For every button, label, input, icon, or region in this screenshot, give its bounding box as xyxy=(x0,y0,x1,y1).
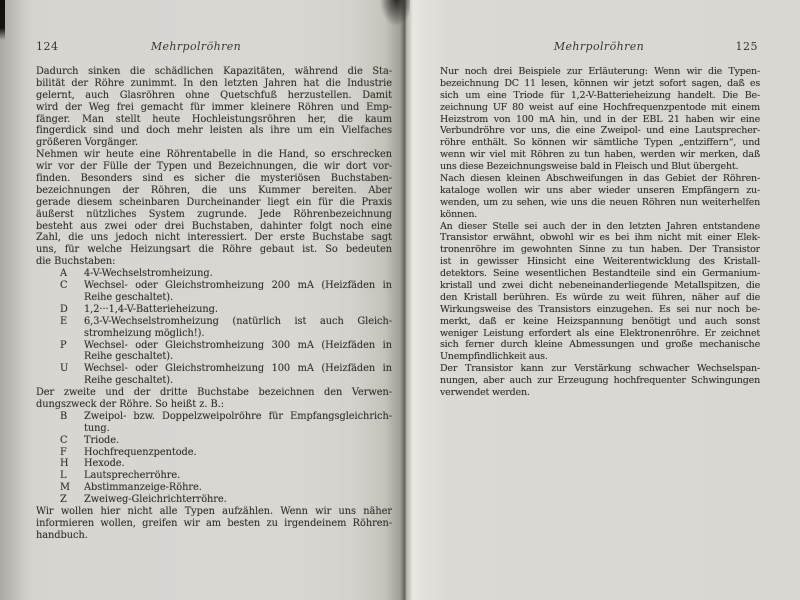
text-line: den Kristall berühren. Es würde zu weit führen, näher auf die xyxy=(440,291,760,303)
type-code-letter: U xyxy=(60,363,69,375)
page-edge-shading xyxy=(0,0,30,600)
type-code-letter: C xyxy=(60,434,68,446)
text-line: Wechsel- oder Gleichstromheizung 300 mA (Heizfäden in xyxy=(84,339,392,351)
text-line: nungen, aber auch zur Erzeugung hochfrequenter Schwingungen xyxy=(440,375,760,387)
text-line: ist in gewisser Hinsicht eine Weiterentwicklung des Kristall- xyxy=(440,256,760,268)
text-line: Hochfrequenzpentode. xyxy=(84,446,197,458)
text-line: die Buchstaben: xyxy=(36,256,116,268)
text-line: Transistor erwähnt, obwohl wir es bei ihm nicht mit einer Elek- xyxy=(440,232,760,244)
text-line: Wechsel- oder Gleichstromheizung 200 mA (Heizfäden in xyxy=(84,280,392,292)
text-line: Reihe geschaltet). xyxy=(84,375,174,387)
type-code-letter: Z xyxy=(60,494,67,506)
running-header-left: Mehrpolröhren xyxy=(150,40,242,53)
type-code-letter: E xyxy=(60,315,68,327)
text-line: gerade diesem scheinbaren Durcheinander liegt ein für die Praxis xyxy=(36,196,392,208)
text-line: bezeichnungen der Röhren, die uns Kummer bereiten. Aber xyxy=(36,184,392,196)
left-page-text xyxy=(36,66,392,542)
paragraph xyxy=(440,363,760,399)
spine-shadow xyxy=(380,0,410,26)
text-line: handbuch. xyxy=(36,529,88,541)
scan-corner-mark xyxy=(0,0,5,40)
paragraph xyxy=(36,506,392,542)
text-line: bezeichnung DC 11 lesen, können wir jetzt sofort sagen, daß es xyxy=(440,77,760,89)
paragraph xyxy=(36,66,392,149)
text-line: Dadurch sinken die schädlichen Kapazitäten, während die Sta- xyxy=(36,66,392,77)
type-code-item xyxy=(36,494,392,506)
text-line: Nehmen wir heute eine Röhrentabelle in die Hand, so erschrecken xyxy=(36,149,392,161)
text-line: detektors. Seine wesentlichen Bestandteile sind ein Germanium- xyxy=(440,268,760,280)
type-code-item xyxy=(36,304,392,316)
text-line: äußerst nützliches System zugrunde. Jede Röhrenbezeichnung xyxy=(36,208,392,220)
text-line: Heizstrom von 100 mA hin, und in der EBL 21 haben wir eine xyxy=(440,113,760,125)
text-line: Wir wollen hier nicht alle Typen aufzählen. Wenn wir uns näher xyxy=(36,506,392,518)
text-line: Zweipol- bzw. Doppelzweipolröhre für Empfangsgleichrich- xyxy=(84,410,392,422)
text-line: röhre enthält. So können wir sämtliche Typen „entziffern“, und xyxy=(440,137,760,149)
text-line: sich um eine Triode für 1,2-V-Batterieheizung handelt. Die Be- xyxy=(440,89,760,101)
text-line: fänger. Man stellt heute Hochleistungsröhren her, die kaum xyxy=(36,113,392,125)
text-line: 1,2···1,4-V-Batterieheizung. xyxy=(84,303,218,315)
type-code-item xyxy=(36,435,392,447)
type-code-item xyxy=(36,470,392,482)
text-line: bilität der Röhre zunimmt. In den letzten Jahren hat die Industrie xyxy=(36,77,392,89)
type-code-letter: A xyxy=(60,268,68,280)
text-line: merkt, daß er keine Heizspannung benötigt und auch sonst xyxy=(440,315,760,327)
text-line: Reihe geschaltet). xyxy=(84,291,174,303)
type-code-letter: M xyxy=(60,482,70,494)
text-line: tung. xyxy=(84,422,110,434)
text-line: tronenröhre im gewohnten Sinne zu tun haben. Der Transistor xyxy=(440,244,760,256)
paragraph xyxy=(36,149,392,268)
text-line: uns diese Bezeichnungsweise bald in Fleisch und Blut übergeht. xyxy=(440,161,739,173)
type-code-item xyxy=(36,340,392,364)
paragraph xyxy=(440,66,760,173)
text-line: besteht aus zwei oder drei Buchstaben, dahinter folgt noch eine xyxy=(36,220,392,232)
type-code-item xyxy=(36,411,392,435)
text-line: 4-V-Wechselstromheizung. xyxy=(84,268,213,280)
text-line: uns, für welche Heizungsart die Röhre gebaut ist. So bedeuten xyxy=(36,244,392,256)
type-code-letter: H xyxy=(60,458,69,470)
paragraph xyxy=(36,387,392,411)
type-code-item xyxy=(36,316,392,340)
running-header-right: Mehrpolröhren xyxy=(553,40,645,53)
text-line: Hexode. xyxy=(84,458,125,470)
text-line: verwendet werden. xyxy=(440,387,530,399)
text-line: kristall und zwei dicht nebeneinanderliegende Metallspitzen, die xyxy=(440,280,760,292)
text-line: Nach diesen kleinen Abschweifungen in das Gebiet der Röhren- xyxy=(440,173,760,185)
text-line: finden. Besonders sind es sicher die mysteriösen Buchstaben- xyxy=(36,173,392,185)
paragraph xyxy=(440,173,760,221)
text-line: wenden, um zu sehen, wie uns die neuen Röhren nun weiterhelfen xyxy=(440,196,760,208)
text-line: Wirkungsweise des Transistors einzugehen. Es sei nur noch be- xyxy=(440,303,760,315)
text-line: Der Transistor kann zur Verstärkung schwacher Wechselspan- xyxy=(440,363,760,375)
text-line: zeichnung UF 80 weist auf eine Hochfrequenzpentode mit einem xyxy=(440,101,760,113)
type-code-letter: F xyxy=(60,446,67,458)
type-code-item xyxy=(36,447,392,459)
text-line: stromheizung möglich!). xyxy=(84,327,205,339)
type-code-item xyxy=(36,363,392,387)
paragraph xyxy=(440,221,760,364)
text-line: Lautsprecherröhre. xyxy=(84,470,181,482)
type-code-letter: C xyxy=(60,280,68,292)
text-line: 6,3-V-Wechselstromheizung (natürlich ist auch Gleich- xyxy=(84,315,392,327)
text-line: Abstimmanzeige-Röhre. xyxy=(84,482,202,494)
text-line: weniger Leistung erfordert als eine Elektronenröhre. Er zeichnet xyxy=(440,327,760,339)
type-code-letter: P xyxy=(60,339,67,351)
text-line: wenn wir viel mit Röhren zu tun haben, werden wir merken, daß xyxy=(440,149,760,161)
type-code-letter: L xyxy=(60,470,67,482)
type-code-letter: D xyxy=(60,303,68,315)
text-line: An dieser Stelle sei auch der in den letzten Jahren entstandene xyxy=(440,220,760,232)
right-page-text xyxy=(440,66,760,399)
text-line: wir vor der Fülle der Typen und Bezeichnungen, die wir dort vor- xyxy=(36,161,392,173)
type-code-letter: B xyxy=(60,410,68,422)
text-line: Zahl, die uns jedoch nicht interessiert. Der erste Buchstabe sagt xyxy=(36,232,392,244)
text-line: Der zweite und der dritte Buchstabe bezeichnen den Verwen- xyxy=(36,387,392,399)
text-line: Verbundröhre vor uns, die eine Zweipol- und eine Lautsprecher- xyxy=(440,125,760,137)
text-line: Zweiweg-Gleichrichterröhre. xyxy=(84,494,227,506)
text-line: Triode. xyxy=(84,434,120,446)
text-line: größeren Vorgänger. xyxy=(36,137,139,149)
text-line: sich ferner durch kleine Abmessungen und große mechanische xyxy=(440,339,760,351)
text-line: Reihe geschaltet). xyxy=(84,351,174,363)
type-code-item xyxy=(36,268,392,280)
text-line: Nur noch drei Beispiele zur Erläuterung: Wenn wir die Typen- xyxy=(440,66,760,77)
page-number-left: 124 xyxy=(36,40,59,53)
type-code-item xyxy=(36,482,392,494)
text-line: dungszweck der Röhre. So heißt z. B.: xyxy=(36,398,224,410)
text-line: informieren wollen, greifen wir am besten zu irgendeinem Röhren- xyxy=(36,517,392,529)
text-line: Wechsel- oder Gleichstromheizung 100 mA (Heizfäden in xyxy=(84,363,392,375)
text-line: gelernt, auch Glasröhren ohne Quetschfuß herzustellen. Damit xyxy=(36,89,392,101)
page-number-right: 125 xyxy=(735,40,758,53)
text-line: können. xyxy=(440,208,478,220)
text-line: fingerdick sind und doch mehr leisten als ihre um ein Vielfaches xyxy=(36,125,392,137)
type-code-item xyxy=(36,458,392,470)
type-code-item xyxy=(36,280,392,304)
text-line: wird der Weg frei gemacht für immer kleinere Röhren und Emp- xyxy=(36,101,392,113)
text-line: kataloge wollen wir uns aber wieder unseren Empfängern zu- xyxy=(440,184,760,196)
text-line: Unempfindlichkeit aus. xyxy=(440,351,548,363)
